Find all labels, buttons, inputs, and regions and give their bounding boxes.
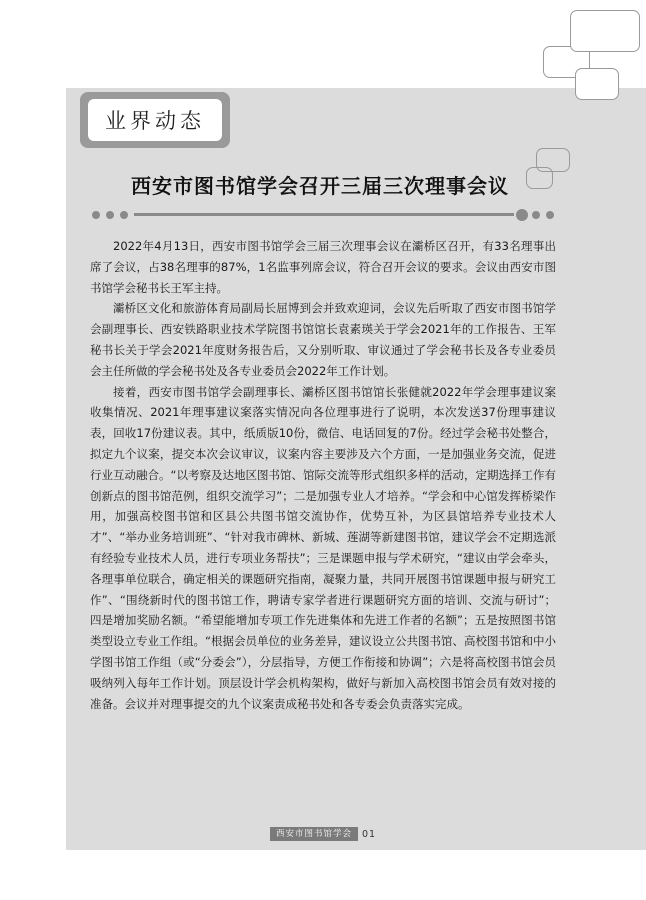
- article-body: [90, 236, 556, 714]
- divider-dot: [532, 211, 540, 219]
- divider-line: [134, 213, 514, 216]
- title-divider: [92, 208, 554, 222]
- divider-dot: [516, 209, 528, 221]
- decorative-frame-top: [570, 10, 640, 52]
- divider-dot: [106, 211, 114, 219]
- divider-dot: [120, 211, 128, 219]
- decorative-frame-bottom: [575, 68, 619, 100]
- section-tag-label: 业界动态: [88, 99, 222, 141]
- article-paragraph: 接着，西安市图书馆学会副理事长、灞桥区图书馆馆长张健就2022年学会理事建议案收集情况、2021年理事建议案落实情况向各位理事进行了说明，本次发送37份理事建议表，回收17份建议表。其中，纸质版10份，微信、电话回复的7份。经过学会秘书处整合，拟定九个议案，提交本次会议审议，议案内容主要涉及六个方面，一是加强业务交流，促进行业互动融合。“以考察及达地区图书馆、馆际交流等形式组织多样的活动，定期选择工作有创新点的图书馆范例，组织交流学习”；二是加强专业人才培养。“学会和中心馆发挥桥梁作用，加强高校图书馆和区县公共图书馆交流协作，优势互补，为区县馆培养专业技术人才”、“举办业务培训班”、“针对我市碑林、新城、莲湖等新建图书馆，建议学会不定期选派有经验专业技术人员，进行专项业务帮扶”；三是课题申报与学术研究，“建议由学会牵头，各理事单位联合，确定相关的课题研究指南，凝聚力量，共同开展图书馆课题申报与研究工作”、“围绕新时代的图书馆工作，聘请专家学者进行课题研究方面的培训、交流与研讨”；四是增加奖励名额。“希望能增加专项工作先进集体和先进工作者的名额”；五是按照图书馆类型设立专业工作组。“根据会员单位的业务差异，建议设立公共图书馆、高校图书馆和中小学图书馆工作组（或“分委会”），分层指导，方便工作衔接和协调”；六是将高校图书馆会员吸纳列入每年工作计划。顶层设计学会机构架构，做好与新加入高校图书馆会员有效对接的准备。会议并对理事提交的九个议案责成秘书处和各专委会负责落实完成。: [90, 384, 556, 711]
- article-title: 西安市图书馆学会召开三届三次理事会议: [131, 174, 509, 198]
- page-number: 01: [362, 828, 377, 840]
- divider-dot: [92, 211, 100, 219]
- article-paragraph: 灞桥区文化和旅游体育局副局长屈博到会并致欢迎词，会议先后听取了西安市图书馆学会副理事长、西安铁路职业技术学院图书馆馆长袁素瑛关于学会2021年的工作报告、王军秘书长关于学会2021年度财务报告后，又分别听取、审议通过了学会秘书长及各专业委员会主任所做的学会秘书处及各专业委员会2022年工作计划。: [90, 301, 556, 378]
- page-footer: [270, 827, 376, 841]
- section-tag: [80, 92, 230, 148]
- divider-dot: [546, 211, 554, 219]
- footer-org-label: 西安市图书馆学会: [270, 827, 358, 841]
- article-paragraph: 2022年4月13日，西安市图书馆学会三届三次理事会议在灞桥区召开，有33名理事出席了会议，占38名理事的87%，1名监事列席会议，符合召开会议的要求。会议由西安市图书馆学会秘书长王军主持。: [90, 239, 556, 295]
